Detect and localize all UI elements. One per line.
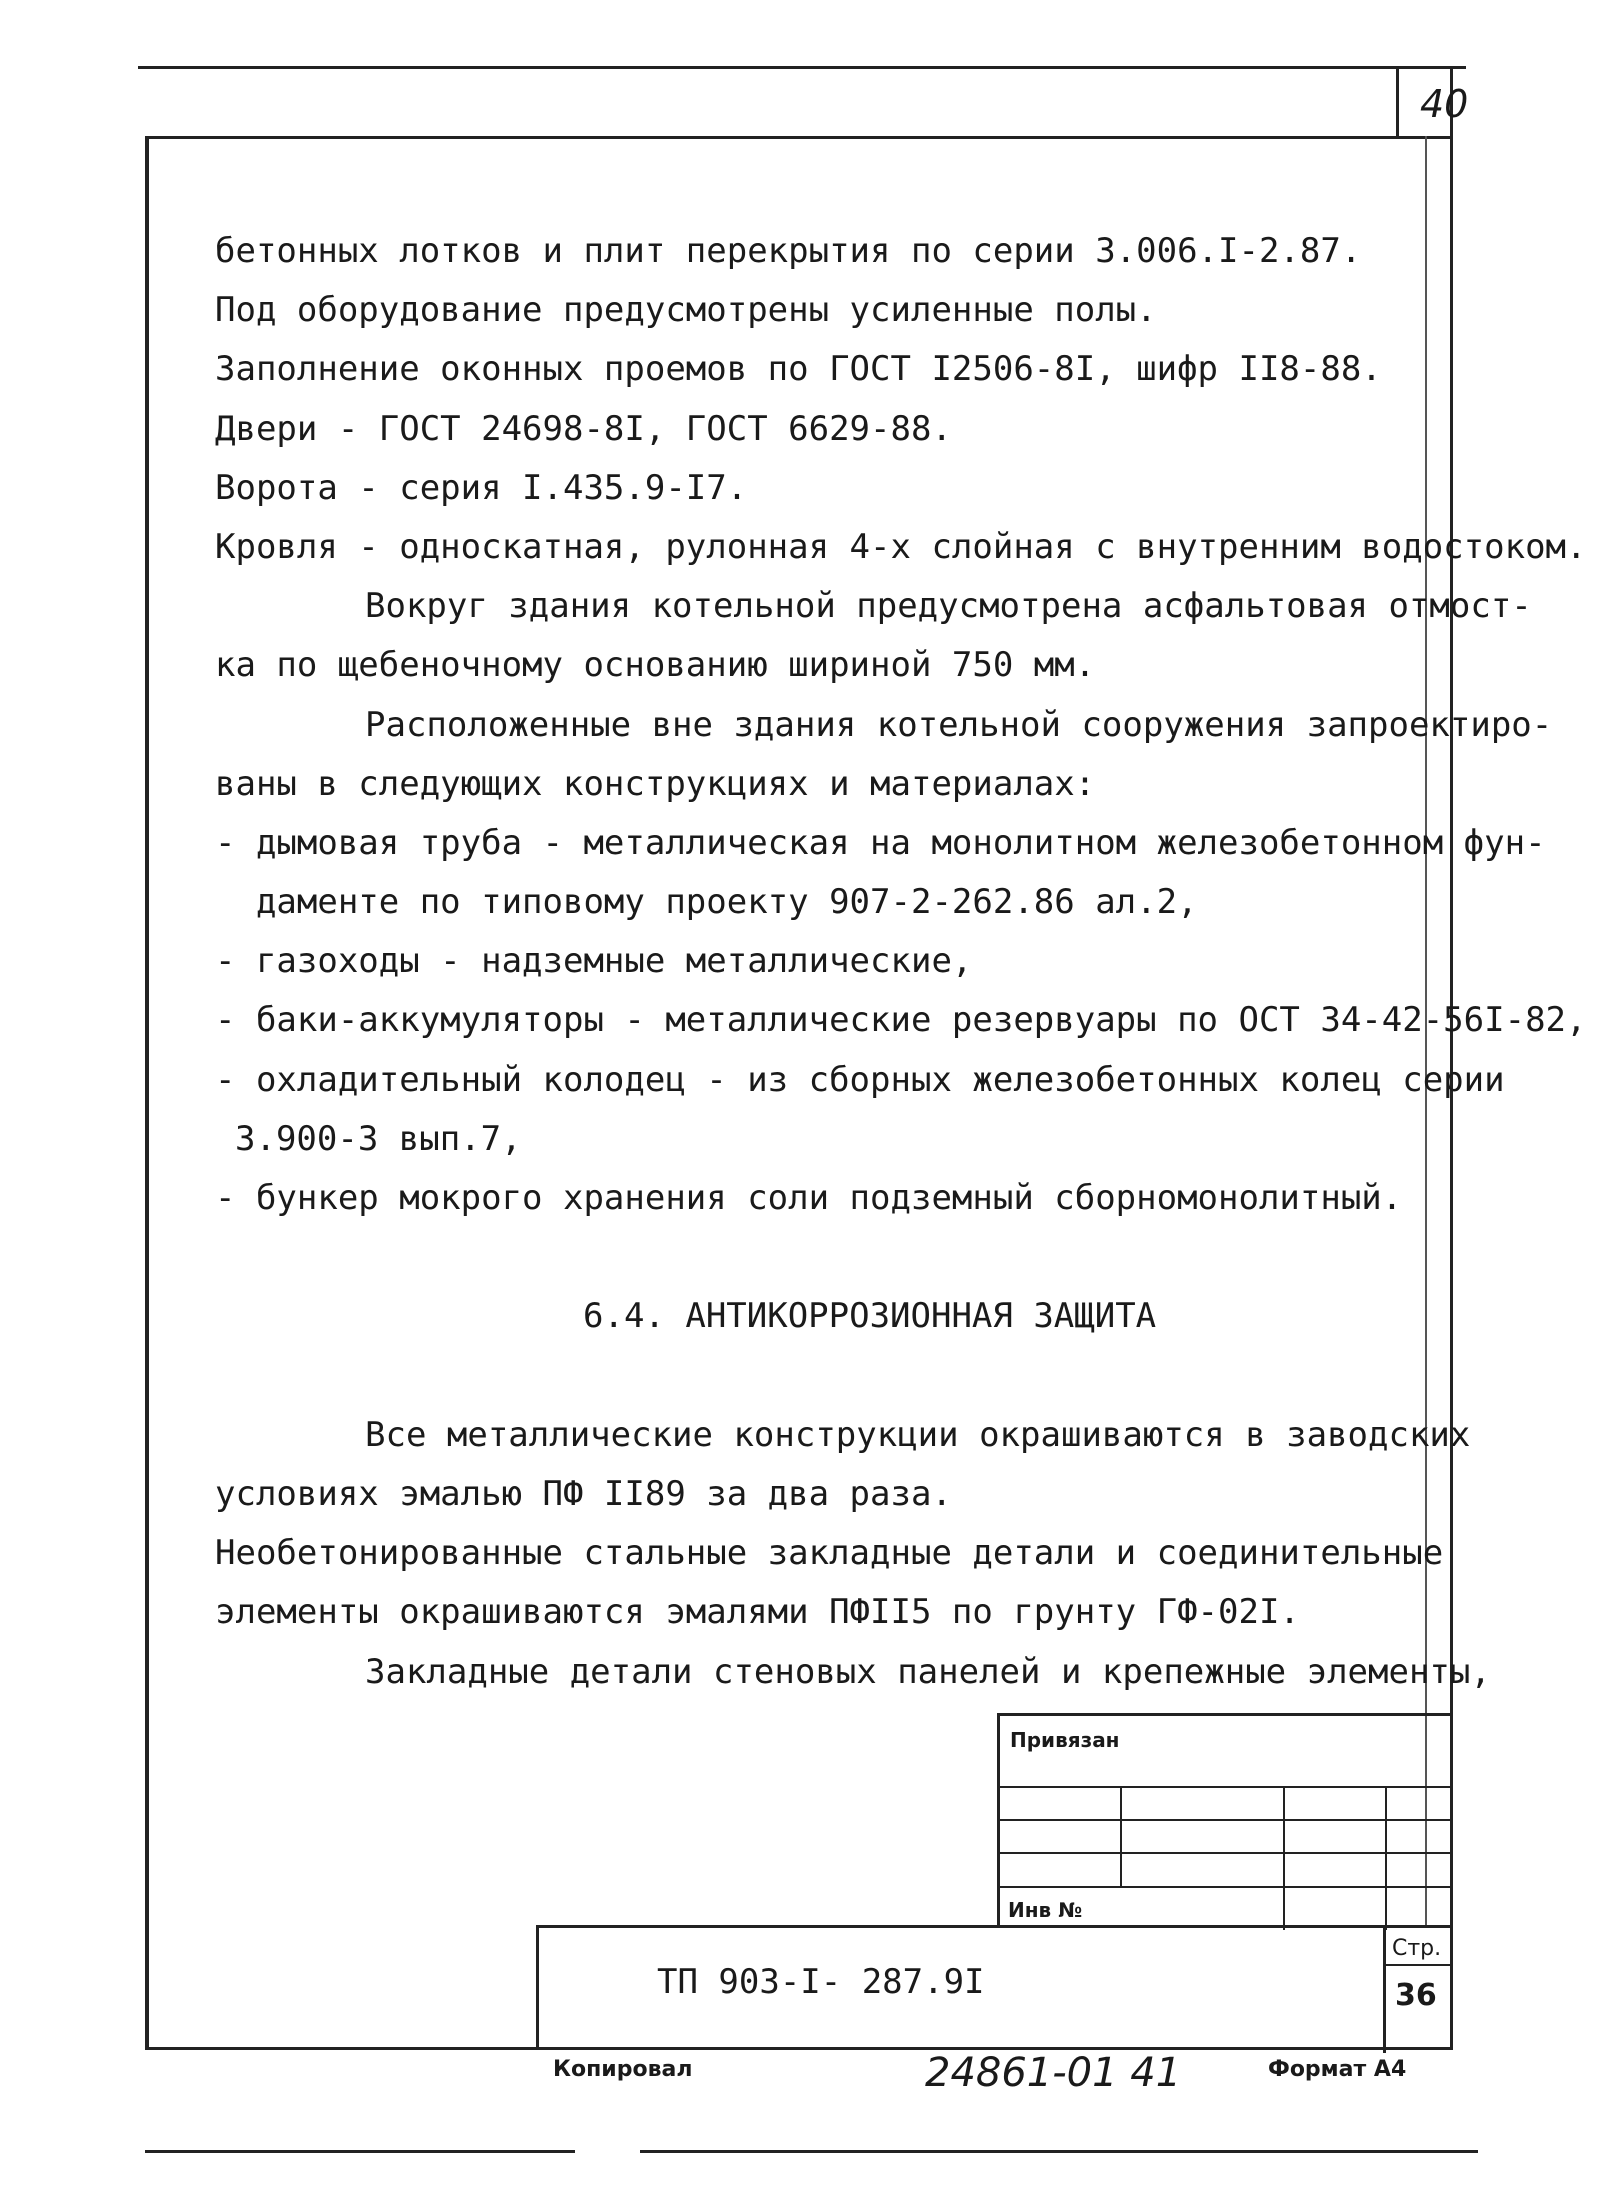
top-rule <box>138 66 1466 69</box>
body-line: даменте по типовому проекту 907-2-262.86 ал.2, <box>215 882 1198 923</box>
bottom-rule-right <box>640 2150 1478 2153</box>
body-line: Заполнение оконных проемов по ГОСТ I2506-8I, шифр II8-88. <box>215 349 1382 390</box>
copied-label: Копировал <box>553 2057 693 2082</box>
bottom-rule-left <box>145 2150 575 2153</box>
body-line <box>215 1228 1445 1287</box>
body-line: Вокруг здания котельной предусмотрена асфальтовая отмост- <box>365 586 1532 627</box>
title-block <box>536 1925 1450 2050</box>
format-label: Формат А4 <box>1268 2057 1407 2082</box>
handwritten-number: 24861-01 41 <box>925 2050 1182 2096</box>
stamp-block <box>997 1713 1450 1927</box>
body-line: Ворота - серия I.435.9-I7. <box>215 467 748 508</box>
inv-label: Инв № <box>1008 1898 1083 1922</box>
body-line: Закладные детали стеновых панелей и крепежные элементы, <box>365 1651 1491 1692</box>
body-line: условиях эмалью ПФ II89 за два раза. <box>215 1473 952 1514</box>
body-line: 3.900-3 вып.7, <box>235 1118 522 1159</box>
body-line: Расположенные вне здания котельной сооружения запроектиро- <box>365 704 1553 745</box>
body-line: ка по щебеночному основанию шириной 750 мм. <box>215 645 1096 686</box>
body-line: бетонных лотков и плит перекрытия по серии 3.006.I-2.87. <box>215 231 1362 271</box>
body-line: элементы окрашиваются эмалями ПФII5 по грунту ГФ-02I. <box>215 1592 1300 1633</box>
page-number: 40 <box>1420 82 1469 126</box>
body-line: Под оборудование предусмотрены усиленные полы. <box>215 290 1157 331</box>
body-line: Кровля - односкатная, рулонная 4-х слойная с внутренним водостоком. <box>215 526 1587 567</box>
body-line: - дымовая труба - металлическая на монолитном железобетонном фун- <box>215 822 1546 863</box>
page-number-box-left <box>1396 66 1399 136</box>
bound-label: Привязан <box>1010 1728 1120 1752</box>
document-code: ТП 903-I- 287.9I <box>657 1962 985 2002</box>
body-text <box>215 222 1587 1702</box>
body-line: Двери - ГОСТ 24698-8I, ГОСТ 6629-88. <box>215 408 952 449</box>
body-line: ваны в следующих конструкциях и материалах: <box>215 763 1096 804</box>
page-value: 36 <box>1395 1978 1437 2013</box>
body-line: - охладительный колодец - из сборных железобетонных колец серии <box>215 1059 1505 1100</box>
body-line: Необетонированные стальные закладные детали и соединительные <box>215 1533 1444 1574</box>
body-line <box>215 1347 1445 1406</box>
body-line: - бункер мокрого хранения соли подземный сборномонолитный. <box>215 1178 1403 1218</box>
section-heading: 6.4. АНТИКОРРОЗИОННАЯ ЗАЩИТА <box>583 1296 1157 1337</box>
body-line: Все металлические конструкции окрашиваются в заводских <box>365 1414 1471 1455</box>
page-label: Стр. <box>1392 1936 1442 1961</box>
body-line: - газоходы - надземные металлические, <box>215 941 973 982</box>
body-line: - баки-аккумуляторы - металлические резервуары по ОСТ 34-42-56I-82, <box>215 1000 1587 1041</box>
